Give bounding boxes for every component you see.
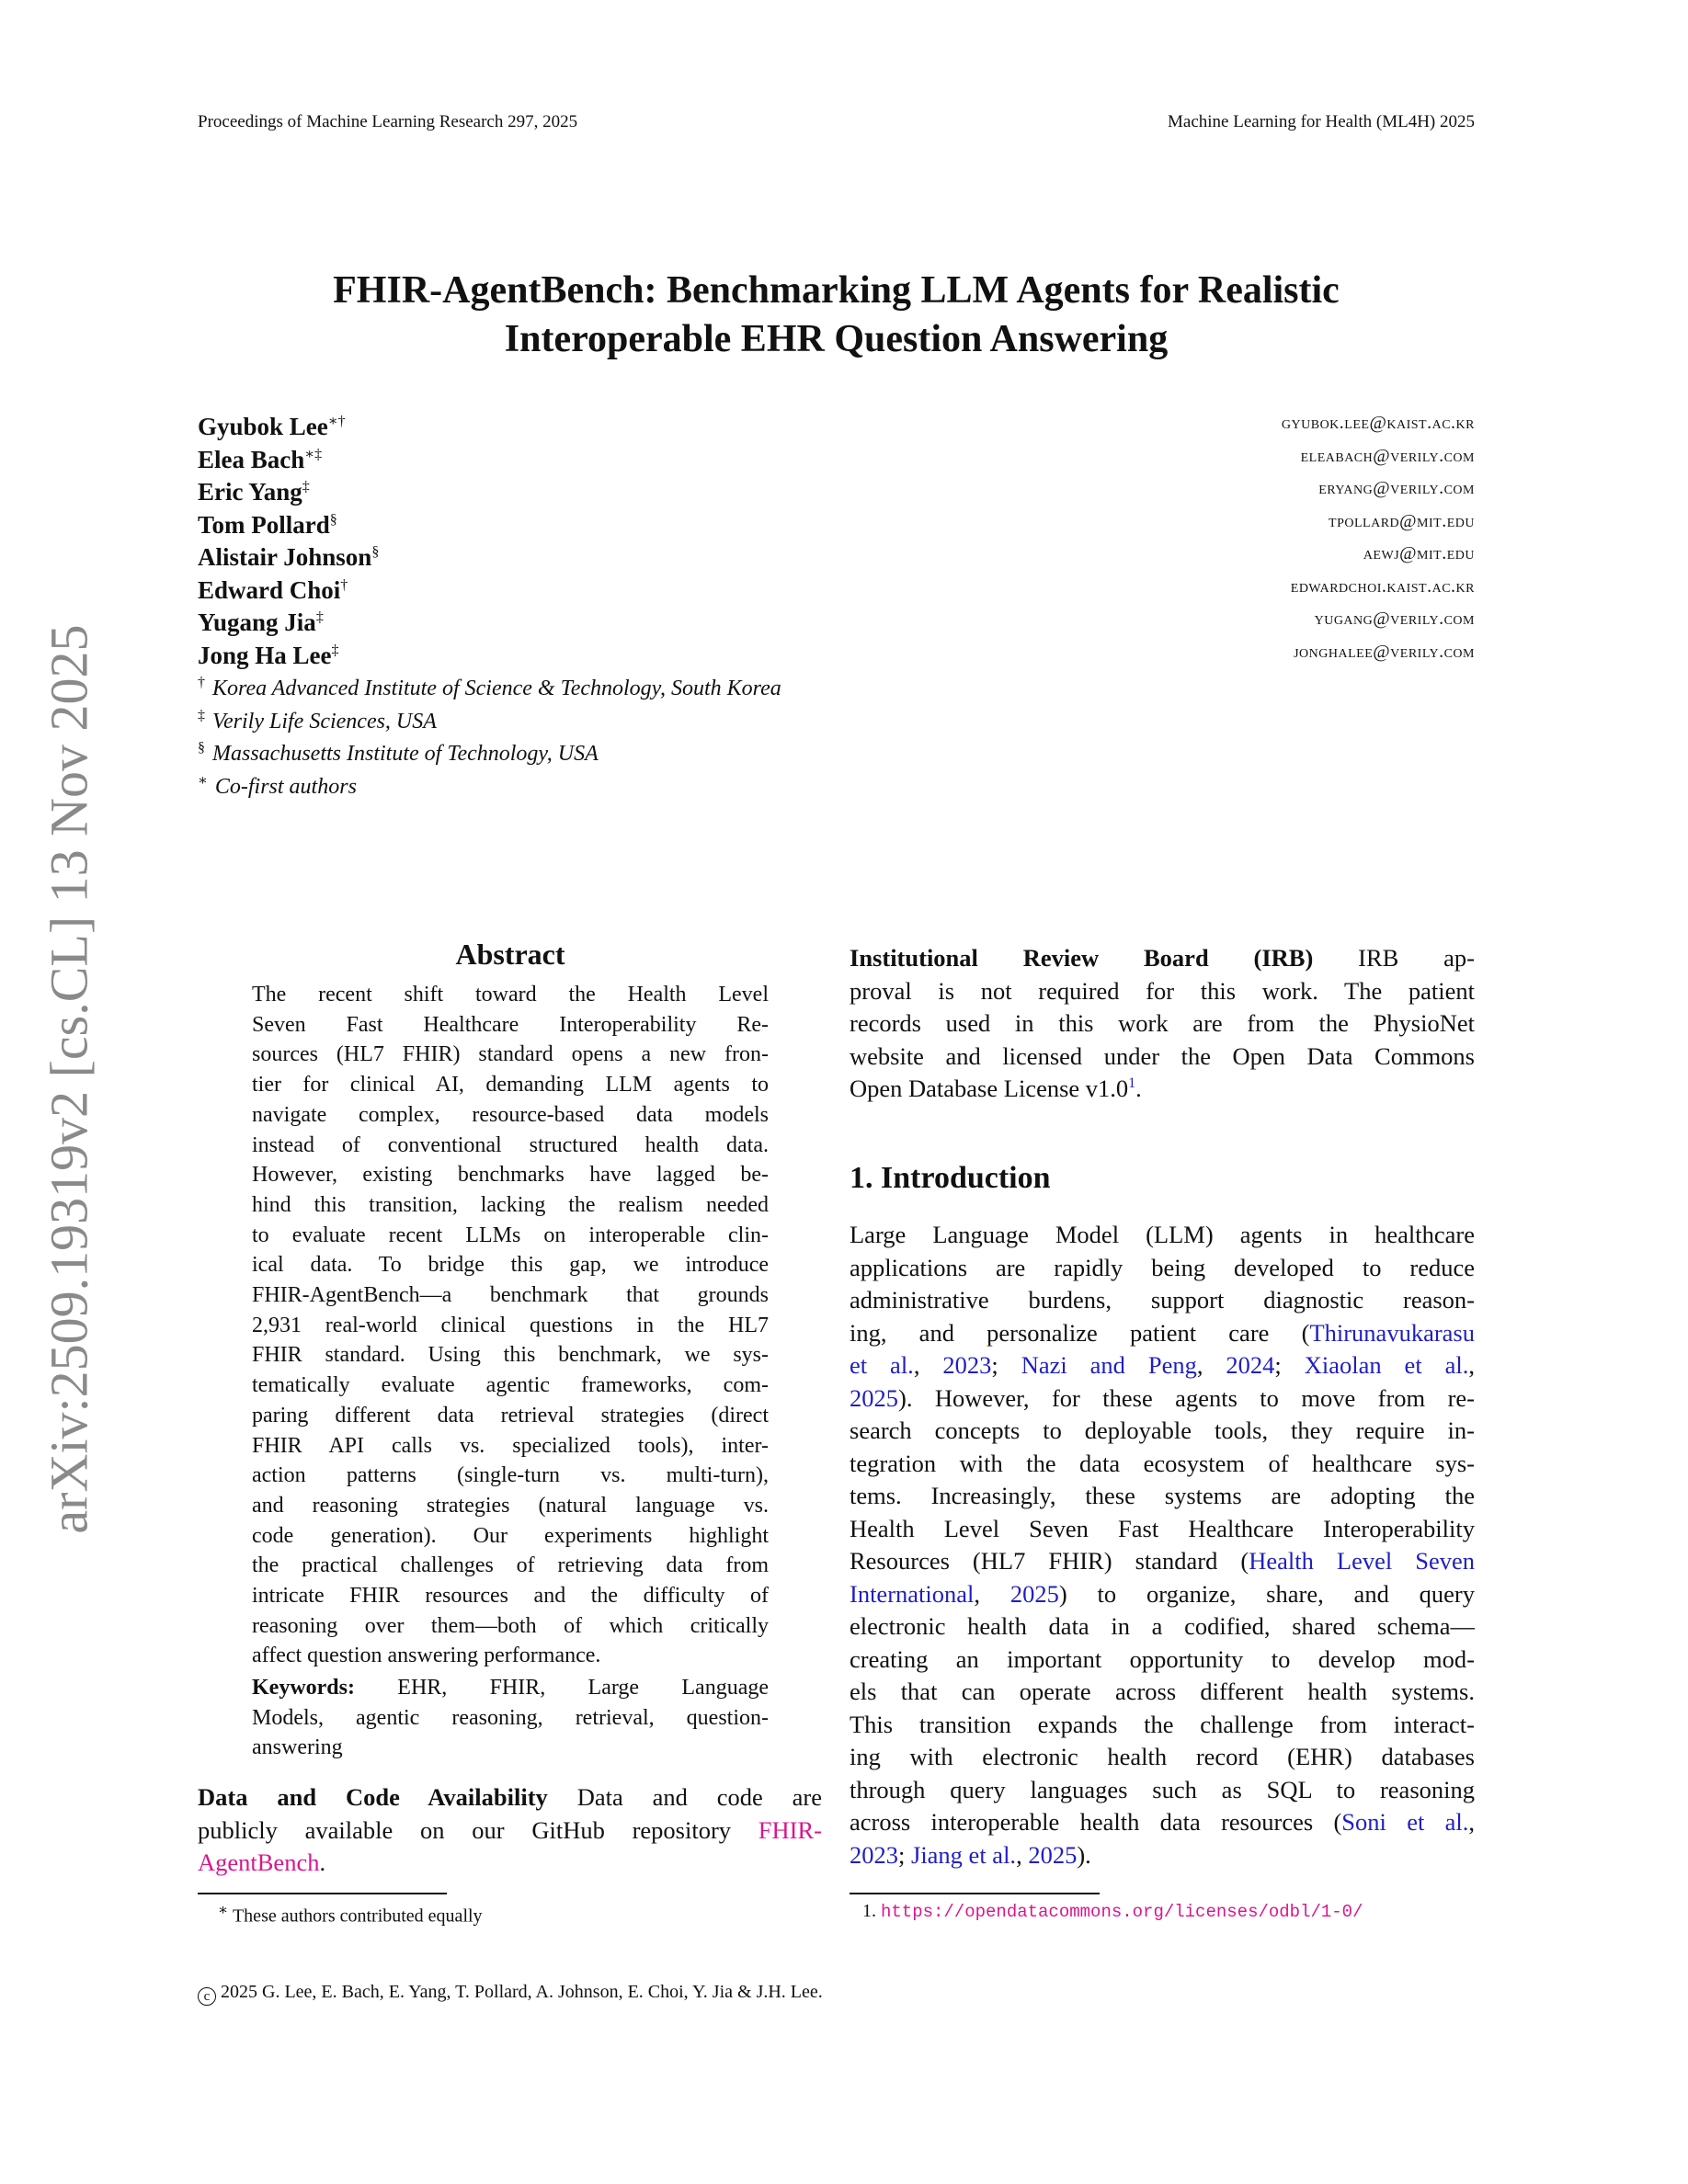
citation-link[interactable]: Thirunavukarasu — [1309, 1318, 1475, 1347]
text-segment: , — [974, 1579, 1010, 1608]
text-segment: ) to organize, share, and query — [1058, 1579, 1475, 1608]
text-segment: Large Language Model (LLM) agents in healthcare — [850, 1221, 1475, 1248]
text-segment: search concepts to deployable tools, they require in- — [850, 1416, 1475, 1444]
text-line — [252, 1581, 769, 1611]
author-email[interactable]: yugang@verily.com — [1314, 609, 1475, 629]
text-segment: Open Database License v1.0 — [850, 1075, 1129, 1102]
text-segment: This transition expands the challenge from interact- — [850, 1710, 1475, 1738]
text-segment: , — [913, 1351, 943, 1379]
footnote-license — [862, 1901, 1363, 1922]
text-segment: ). However, for these agents to move from re- — [898, 1383, 1475, 1412]
text-line — [252, 1190, 769, 1221]
license-url-link[interactable]: https://opendatacommons.org/licenses/odbl/1-0/ — [881, 1902, 1363, 1922]
text-line — [850, 1545, 1475, 1578]
affiliation-text: Korea Advanced Institute of Science & Technology, South Korea — [212, 677, 781, 700]
text-line — [850, 1610, 1475, 1644]
text-line — [850, 1806, 1475, 1839]
text-line — [850, 1709, 1475, 1742]
text-line — [252, 1160, 769, 1190]
text-line — [850, 1252, 1475, 1285]
affiliation — [198, 765, 357, 804]
introduction-text — [850, 1219, 1475, 1871]
abstract-heading: Abstract — [455, 938, 565, 971]
text-segment: FHIR API calls vs. specialized tools), inter- — [252, 1433, 769, 1458]
text-segment: Data and code are — [547, 1783, 822, 1811]
text-line — [850, 1284, 1475, 1317]
text-segment: ; — [1274, 1351, 1305, 1379]
citation-link[interactable]: 2024 — [1226, 1351, 1275, 1379]
text-segment: instead of conventional structured health data. — [252, 1132, 769, 1157]
run-in-heading: Data and Code Availability — [198, 1783, 548, 1811]
text-segment: Models, agentic reasoning, retrieval, question- — [252, 1705, 769, 1730]
text-segment: action patterns (single-turn vs. multi-turn), — [252, 1463, 769, 1488]
text-segment: creating an important opportunity to develop mod- — [850, 1644, 1475, 1673]
text-segment: publicly available on our GitHub repository — [198, 1815, 758, 1844]
text-segment: , — [1016, 1840, 1029, 1869]
author-affiliation-marks: † — [340, 576, 348, 593]
affiliation-mark: ‡ — [198, 707, 205, 723]
text-segment: records used in this work are from the PhysioNet — [850, 1009, 1475, 1037]
text-segment: IRB ap- — [1313, 944, 1475, 972]
arxiv-stamp: arXiv:2509.19319v2 [cs.CL] 13 Nov 2025 — [39, 624, 99, 1534]
title-line-2: Interoperable EHR Question Answering — [504, 318, 1169, 360]
text-line — [252, 980, 769, 1010]
affiliation-text: Verily Life Sciences, USA — [212, 709, 437, 734]
author-name-text: Gyubok Lee — [198, 413, 328, 440]
text-segment: affect question answering performance. — [252, 1644, 601, 1668]
author-email[interactable]: edwardchoi.kaist.ac.kr — [1290, 575, 1475, 597]
text-segment: Seven Fast Healthcare Interoperability Re- — [252, 1012, 769, 1037]
citation-link[interactable]: Xiaolan et al. — [1304, 1351, 1469, 1379]
text-segment: website and licensed under the Open Data Commons — [850, 1041, 1475, 1070]
text-segment: applications are rapidly being developed to reduce — [850, 1253, 1475, 1281]
citation-link[interactable]: Nazi and Peng — [1021, 1351, 1197, 1379]
running-header-right: Machine Learning for Health (ML4H) 2025 — [1168, 112, 1475, 131]
text-line — [198, 1781, 822, 1814]
text-segment: . — [319, 1848, 326, 1876]
text-segment: through query languages such as SQL to reasoning — [850, 1775, 1475, 1803]
footnote-number: 1. — [862, 1901, 876, 1921]
copyright-text: 2025 G. Lee, E. Bach, E. Yang, T. Pollard, A. Johnson, E. Choi, Y. Jia & J.H. Lee. — [221, 1982, 823, 2002]
author-name-text: Eric Yang — [198, 478, 302, 506]
text-line — [850, 1317, 1475, 1350]
text-segment: ing, and personalize patient care ( — [850, 1318, 1310, 1347]
text-segment: However, existing benchmarks have lagged be- — [252, 1163, 769, 1188]
text-segment: ing with electronic health record (EHR) databases — [850, 1743, 1475, 1770]
text-line — [850, 1382, 1475, 1416]
text-segment: hind this transition, lacking the realism needed — [252, 1192, 769, 1217]
text-segment: code generation). Our experiments highlight — [252, 1523, 769, 1548]
text-line — [850, 1219, 1475, 1252]
text-line — [850, 975, 1475, 1008]
text-line — [252, 1641, 769, 1671]
copyright-line — [198, 1982, 823, 2006]
text-segment: electronic health data in a codified, shared schema— — [850, 1612, 1475, 1640]
citation-link[interactable]: 2025 — [1028, 1840, 1078, 1869]
text-line — [252, 1673, 769, 1703]
author-affiliation-marks: § — [371, 544, 380, 560]
author-name-text: Yugang Jia — [198, 609, 316, 636]
text-line — [252, 1611, 769, 1642]
run-in-heading: Keywords: — [252, 1676, 355, 1700]
footnote-rule-right — [850, 1893, 1100, 1894]
text-line — [252, 1340, 769, 1371]
affiliation-text: Massachusetts Institute of Technology, USA — [212, 742, 599, 766]
author-affiliation-marks: ∗‡ — [304, 446, 323, 462]
text-line — [850, 1741, 1475, 1774]
text-line — [850, 1480, 1475, 1513]
text-line — [252, 1521, 769, 1552]
text-segment: EHR, FHIR, Large Language — [354, 1676, 769, 1700]
citation-link[interactable]: Soni et al. — [1341, 1808, 1469, 1836]
affiliation-mark: § — [198, 740, 205, 756]
text-line — [252, 1100, 769, 1131]
author-name-text: Alistair Johnson — [198, 543, 372, 571]
text-segment: FHIR-AgentBench—a benchmark that grounds — [252, 1283, 769, 1308]
author-email[interactable]: aewj@mit.edu — [1363, 543, 1475, 563]
citation-link[interactable]: FHIR- — [758, 1815, 822, 1844]
text-line — [850, 1839, 1475, 1872]
text-segment: sources (HL7 FHIR) standard opens a new fron- — [252, 1042, 769, 1067]
text-line — [252, 1311, 769, 1341]
text-line — [850, 1578, 1475, 1611]
text-segment: , — [1468, 1351, 1475, 1379]
text-segment: , — [1196, 1351, 1226, 1379]
text-line — [252, 1703, 769, 1734]
text-segment: ). — [1077, 1840, 1091, 1869]
footnote-rule-left — [198, 1893, 447, 1894]
text-segment: navigate complex, resource-based data models — [252, 1102, 769, 1127]
irb-statement — [850, 942, 1475, 1106]
introduction-heading: 1. Introduction — [850, 1161, 1051, 1195]
text-line — [850, 1415, 1475, 1448]
text-segment: to evaluate recent LLMs on interoperable clin- — [252, 1223, 769, 1247]
abstract-text — [252, 980, 769, 1671]
text-segment: ; — [991, 1351, 1021, 1379]
text-segment: , — [1468, 1808, 1475, 1836]
citation-link[interactable]: International — [850, 1579, 975, 1608]
text-line — [252, 1401, 769, 1431]
footnote-equal-contribution — [218, 1901, 483, 1928]
author-affiliation-marks: ‡ — [315, 609, 324, 625]
copyright-icon: c — [198, 1987, 216, 2006]
text-segment: . — [1135, 1075, 1142, 1102]
text-segment: reasoning over them—both of which critically — [252, 1613, 769, 1638]
author-email[interactable]: jonghalee@verily.com — [1294, 641, 1475, 662]
text-segment: ; — [898, 1840, 911, 1869]
text-line — [850, 1073, 1475, 1106]
affiliation-mark: † — [198, 675, 205, 690]
text-line — [252, 1250, 769, 1280]
text-segment: Health Level Seven Fast Healthcare Interoperability — [850, 1514, 1475, 1542]
author-affiliation-marks: ‡ — [302, 479, 310, 495]
text-segment: els that can operate across different health systems. — [850, 1678, 1475, 1705]
text-line — [252, 1221, 769, 1251]
affiliation-mark: ∗ — [198, 772, 208, 789]
text-line — [252, 1461, 769, 1491]
text-line — [198, 1847, 822, 1880]
paper-title — [198, 267, 1475, 364]
citation-link[interactable]: 2023 — [850, 1840, 898, 1869]
text-segment: tegration with the data ecosystem of healthcare sys- — [850, 1449, 1475, 1477]
data-code-availability — [198, 1781, 822, 1880]
footnote-mark: ∗ — [218, 1901, 229, 1918]
run-in-heading: Institutional Review Board (IRB) — [850, 944, 1314, 972]
text-line — [850, 1774, 1475, 1807]
author-name-text: Elea Bach — [198, 445, 305, 473]
affiliation-text: Co-first authors — [214, 774, 357, 799]
text-segment: Resources (HL7 FHIR) standard ( — [850, 1547, 1249, 1575]
keywords — [252, 1673, 769, 1763]
text-segment: answering — [252, 1735, 343, 1760]
author-email[interactable]: eleabach@verily.com — [1300, 445, 1475, 466]
text-segment: administrative burdens, support diagnostic reason- — [850, 1286, 1475, 1314]
text-line — [252, 1131, 769, 1161]
citation-link[interactable]: et al. — [850, 1351, 914, 1379]
citation-link[interactable]: Health Level Seven — [1249, 1547, 1475, 1575]
footnote-text: These authors contributed equally — [232, 1905, 483, 1927]
text-segment: intricate FHIR resources and the difficulty of — [252, 1584, 769, 1609]
text-line — [252, 1491, 769, 1521]
author-name-text: Tom Pollard — [198, 510, 330, 539]
text-segment: tier for clinical AI, demanding LLM agents to — [252, 1073, 769, 1098]
text-line — [252, 1551, 769, 1581]
text-line — [850, 942, 1475, 975]
text-line — [252, 1431, 769, 1462]
text-line — [252, 1280, 769, 1311]
text-segment: and reasoning strategies (natural language vs. — [252, 1493, 769, 1518]
citation-link[interactable]: 2025 — [1009, 1579, 1059, 1608]
citation-link[interactable]: 2025 — [850, 1383, 898, 1412]
text-line — [850, 1041, 1475, 1074]
text-line — [252, 1070, 769, 1100]
author-affiliation-marks: § — [329, 511, 337, 528]
text-segment: proval is not required for this work. The patient — [850, 976, 1475, 1005]
text-line — [850, 1644, 1475, 1677]
text-segment: The recent shift toward the Health Level — [252, 983, 769, 1007]
citation-link[interactable]: 2023 — [942, 1351, 992, 1379]
text-line — [850, 1007, 1475, 1041]
author-name-text: Jong Ha Lee — [198, 641, 332, 669]
text-line — [252, 1371, 769, 1401]
title-line-1: FHIR-AgentBench: Benchmarking LLM Agents for Realistic — [333, 269, 1340, 312]
text-segment: the practical challenges of retrieving data from — [252, 1553, 769, 1578]
text-segment: FHIR standard. Using this benchmark, we sys- — [252, 1343, 769, 1368]
text-segment: across interoperable health data resources ( — [850, 1808, 1342, 1836]
author-affiliation-marks: ∗† — [327, 414, 346, 429]
text-line — [252, 1733, 769, 1763]
text-line — [252, 1010, 769, 1041]
text-segment: tems. Increasingly, these systems are adopting the — [850, 1482, 1475, 1509]
author-email[interactable]: tpollard@mit.edu — [1329, 510, 1475, 531]
citation-link[interactable]: Jiang et al. — [911, 1840, 1017, 1869]
running-header-left: Proceedings of Machine Learning Research 297, 2025 — [198, 112, 578, 131]
text-line — [252, 1040, 769, 1070]
text-segment: ical data. To bridge this gap, we introduce — [252, 1253, 769, 1278]
author-name-text: Edward Choi — [198, 575, 341, 604]
text-segment: tematically evaluate agentic frameworks, com- — [252, 1373, 769, 1398]
author-email[interactable]: eryang@verily.com — [1318, 478, 1475, 498]
author-affiliation-marks: ‡ — [331, 642, 339, 658]
text-segment: 2,931 real-world clinical questions in the HL7 — [252, 1313, 769, 1337]
text-line — [850, 1448, 1475, 1481]
text-line — [850, 1513, 1475, 1546]
text-line — [850, 1676, 1475, 1709]
citation-link[interactable]: AgentBench — [198, 1848, 320, 1876]
text-line — [850, 1349, 1475, 1382]
text-segment: paring different data retrieval strategies (direct — [252, 1403, 769, 1428]
author-email[interactable]: gyubok.lee@kaist.ac.kr — [1281, 413, 1475, 433]
footnote-ref-link[interactable]: 1 — [1128, 1075, 1136, 1092]
text-line — [198, 1814, 822, 1848]
